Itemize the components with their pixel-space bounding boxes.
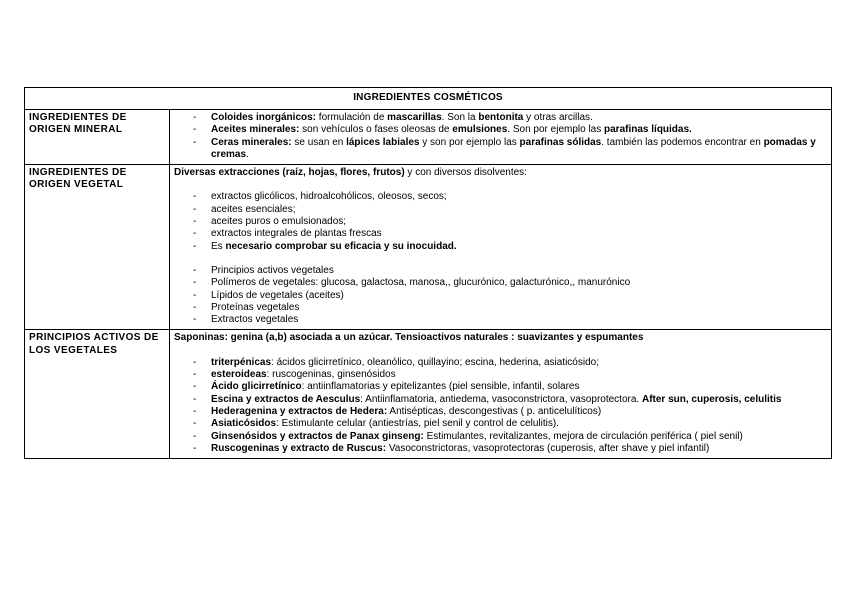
- section-heading-mineral: INGREDIENTES DE ORIGEN MINERAL: [25, 110, 170, 165]
- text-run: Hederagenina y extractos de Hedera:: [211, 405, 388, 417]
- section-row-mineral: [25, 110, 832, 165]
- list-item: [174, 431, 827, 443]
- text-run: Aceites minerales:: [211, 124, 303, 136]
- table-title: INGREDIENTES COSMÉTICOS: [25, 88, 832, 110]
- text-run: Asiaticósidos: [211, 418, 277, 430]
- text-run: .: [246, 148, 249, 160]
- text-run: Ceras minerales:: [211, 136, 292, 148]
- list-item: [174, 137, 827, 162]
- section-body-actives: [170, 330, 832, 459]
- mineral-list: [174, 112, 827, 161]
- vegetal-list-extracts: [174, 191, 827, 252]
- text-run: y son por ejemplo las: [419, 136, 520, 148]
- text-run: emulsiones: [452, 124, 508, 136]
- text-run: Polímeros de vegetales: glucosa, galactosa, manosa,, glucurónico, galacturónico,, manurónico: [211, 277, 631, 289]
- text-run: mascarillas: [387, 112, 442, 123]
- section-heading-actives: PRINCIPIOS ACTIVOS DE LOS VEGETALES: [25, 330, 170, 459]
- text-run: Escina y extractos de Aesculus: [211, 393, 361, 405]
- text-run: y con diversos disolventes:: [404, 167, 527, 179]
- text-run: lápices labiales: [346, 136, 420, 148]
- text-run: Extractos vegetales: [211, 314, 299, 326]
- text-run: pomadas y cremas: [211, 136, 816, 160]
- list-item: [174, 381, 827, 393]
- section-heading-vegetal: INGREDIENTES DE ORIGEN VEGETAL: [25, 165, 170, 330]
- list-item: [174, 406, 827, 418]
- text-run: esteroideas: [211, 369, 267, 381]
- text-run: Ginsenósidos y extractos de Panax ginseng:: [211, 430, 424, 442]
- text-run: Estimulantes, revitalizantes, mejora de circulación periférica ( piel senil): [423, 430, 743, 442]
- text-run: parafinas líquidas.: [604, 124, 692, 136]
- list-item: [174, 265, 827, 277]
- ingredients-table: [24, 87, 832, 459]
- text-run: aceites puros o emulsionados;: [211, 216, 347, 228]
- list-item: [174, 228, 827, 240]
- list-item: [174, 357, 827, 369]
- list-item: [174, 216, 827, 228]
- list-item: [174, 112, 827, 124]
- list-item: [174, 369, 827, 381]
- text-run: Vasoconstrictoras, vasoprotectoras (cuperosis, after shave y piel infantil): [386, 442, 710, 454]
- list-item: [174, 394, 827, 406]
- text-run: : ácidos glicirretínico, oleanólico, quillayino; escina, hederina, asiaticósido;: [271, 356, 599, 368]
- text-run: triterpénicas: [211, 356, 272, 368]
- section-body-vegetal: [170, 165, 832, 330]
- text-run: . Son por ejemplo las: [507, 124, 605, 136]
- section-row-actives: [25, 330, 832, 459]
- text-run: necesario comprobar su eficacia y su inocuidad.: [225, 240, 457, 252]
- text-run: extractos integrales de plantas frescas: [211, 228, 382, 240]
- section-row-vegetal: [25, 165, 832, 330]
- list-item: [174, 191, 827, 203]
- text-run: extractos glicólicos, hidroalcohólicos, oleosos, secos;: [211, 191, 447, 203]
- text-run: se usan en: [291, 136, 347, 148]
- text-run: Lípidos de vegetales (aceites): [211, 289, 344, 301]
- title-row: [25, 88, 832, 110]
- list-item: [174, 204, 827, 216]
- actives-intro: [174, 332, 827, 344]
- text-run: : antiinflamatorias y epitelizantes (piel sensible, infantil, solares: [301, 381, 580, 393]
- list-item: [174, 241, 827, 253]
- text-run: After sun, cuperosis, celulitis: [641, 393, 782, 405]
- text-run: Principios activos vegetales: [211, 264, 334, 276]
- text-run: formulación de: [316, 112, 388, 123]
- text-run: . Son la: [441, 112, 479, 123]
- text-run: Ruscogeninas y extracto de Ruscus:: [211, 442, 387, 454]
- text-run: : Antiinflamatoria, antiedema, vasoconstrictora, vasoprotectora.: [360, 393, 642, 405]
- text-run: : ruscogeninas, ginsenósidos: [266, 369, 396, 381]
- text-run: aceites esenciales;: [211, 203, 296, 215]
- text-run: Ácido glicirretínico: [211, 381, 302, 393]
- text-run: Coloides inorgánicos:: [211, 112, 317, 123]
- vegetal-list-components: [174, 265, 827, 326]
- text-run: Antisépticas, descongestivas ( p. anticelulíticos): [387, 405, 602, 417]
- text-run: : Estimulante celular (antiestrías, piel senil y control de celulitis).: [276, 418, 559, 430]
- list-item: [174, 314, 827, 326]
- text-run: y otras arcillas.: [523, 112, 593, 123]
- text-run: Saponinas: genina (a,b) asociada a un azúcar. Tensioactivos naturales : suavizantes y espumantes: [174, 332, 644, 344]
- vegetal-intro: [174, 167, 827, 179]
- list-item: [174, 277, 827, 289]
- text-run: Es: [211, 240, 226, 252]
- text-run: Proteínas vegetales: [211, 301, 300, 313]
- actives-list: [174, 357, 827, 455]
- section-body-mineral: [170, 110, 832, 165]
- text-run: . también las podemos encontrar en: [601, 136, 764, 148]
- list-item: [174, 302, 827, 314]
- list-item: [174, 124, 827, 136]
- text-run: Diversas extracciones (raíz, hojas, flores, frutos): [174, 167, 405, 179]
- list-item: [174, 418, 827, 430]
- text-run: bentonita: [478, 112, 524, 123]
- list-item: [174, 443, 827, 455]
- list-item: [174, 290, 827, 302]
- text-run: son vehículos o fases oleosas de: [302, 124, 453, 136]
- text-run: parafinas sólidas: [519, 136, 602, 148]
